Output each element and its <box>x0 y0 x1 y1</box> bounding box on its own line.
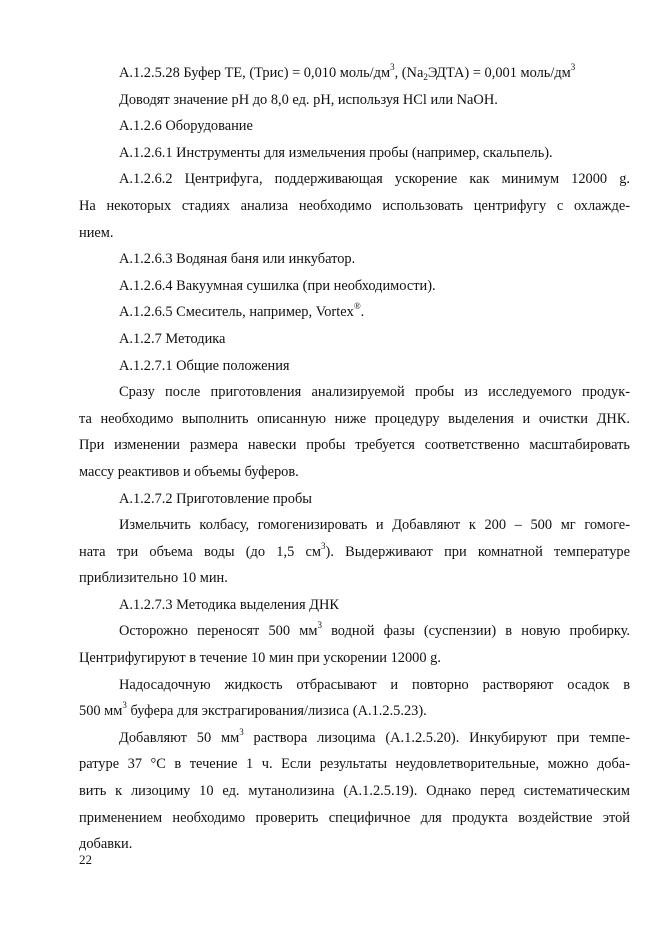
paragraph-lysozyme-line1: Добавляют 50 $мм^3$ раствора лизоцима (А.1.2.5.20). Инкубируют при темпе- <box>119 726 630 746</box>
paragraph-centrifuge-line3: нием. <box>79 224 114 241</box>
paragraph-general-line1: Сразу после приготовления анализируемой пробы из исследуемого продук- <box>119 384 630 401</box>
paragraph-supernatant-line1: Надосадочную жидкость отбрасывают и повторно растворяют осадок в <box>119 676 630 693</box>
heading-equipment: А.1.2.6 Оборудование <box>119 118 253 135</box>
paragraph-ph-adjust: Доводят значение pH до 8,0 ед. pH, используя HCl или NaOH. <box>119 91 498 108</box>
heading-sample-prep: А.1.2.7.2 Приготовление пробы <box>119 490 312 507</box>
paragraph-buffer-te: А.1.2.5.28 Буфер ТЕ, (Трис) = 0,010 моль/$дм^3$, $(Na_2ЭДТА) = 0,001$ моль/$дм^3$ <box>119 62 576 82</box>
paragraph-transfer-line1: Осторожно переносят 500 $мм^3$ водной фазы (суспензии) в новую пробирку. <box>119 620 630 640</box>
paragraph-water-bath: А.1.2.6.3 Водяная баня или инкубатор. <box>119 251 356 268</box>
paragraph-lysozyme-line5: добавки. <box>79 836 133 853</box>
paragraph-transfer-line2: Центрифугируют в течение 10 мин при ускорении 12000 g. <box>79 650 441 667</box>
paragraph-general-line2: та необходимо выполнить описанную ниже процедуру выделения и очистки ДНК. <box>79 410 630 427</box>
document-body <box>79 60 630 858</box>
paragraph-general-line3: При изменении размера навески пробы требуется соответственно масштабировать <box>79 437 630 454</box>
paragraph-instruments: А.1.2.6.1 Инструменты для измельчения пробы (например, скальпель). <box>119 144 553 161</box>
paragraph-lysozyme-line3: вить к лизоциму 10 ед. мутанолизина (А.1.2.5.19). Однако перед систематическим <box>79 783 630 800</box>
heading-dna-extraction: А.1.2.7.3 Методика выделения ДНК <box>119 596 339 613</box>
paragraph-lysozyme-line2: ратуре 37 °С в течение 1 ч. Если результаты неудовлетворительные, можно доба- <box>79 756 630 773</box>
paragraph-mixer: А.1.2.6.5 Смеситель, например, Vortex®. <box>119 301 365 321</box>
heading-method: А.1.2.7 Методика <box>119 330 226 347</box>
heading-general: А.1.2.7.1 Общие положения <box>119 357 290 374</box>
paragraph-centrifuge-line1: А.1.2.6.2 Центрифуга, поддерживающая ускорение как минимум 12000 g. <box>119 171 630 188</box>
paragraph-vacuum-dryer: А.1.2.6.4 Вакуумная сушилка (при необходимости). <box>119 277 436 294</box>
page-number: 22 <box>79 852 92 867</box>
paragraph-sample-prep-line2: ната три объема воды (до 1,5 $см^3$). Выдерживают при комнатной температуре <box>79 540 630 560</box>
paragraph-sample-prep-line1: Измельчить колбасу, гомогенизировать и Добавляют к 200 – 500 мг гомоге- <box>119 517 630 534</box>
paragraph-centrifuge-line2: На некоторых стадиях анализа необходимо использовать центрифугу с охлажде- <box>79 197 630 214</box>
paragraph-general-line4: массу реактивов и объемы буферов. <box>79 463 299 480</box>
paragraph-lysozyme-line4: применением необходимо проверить специфичное для продукта воздействие этой <box>79 809 630 826</box>
paragraph-sample-prep-line3: приблизительно 10 мин. <box>79 570 228 587</box>
paragraph-supernatant-line2: 500 $мм^3$ буфера для экстрагирования/лизиса (А.1.2.5.23). <box>79 700 427 720</box>
